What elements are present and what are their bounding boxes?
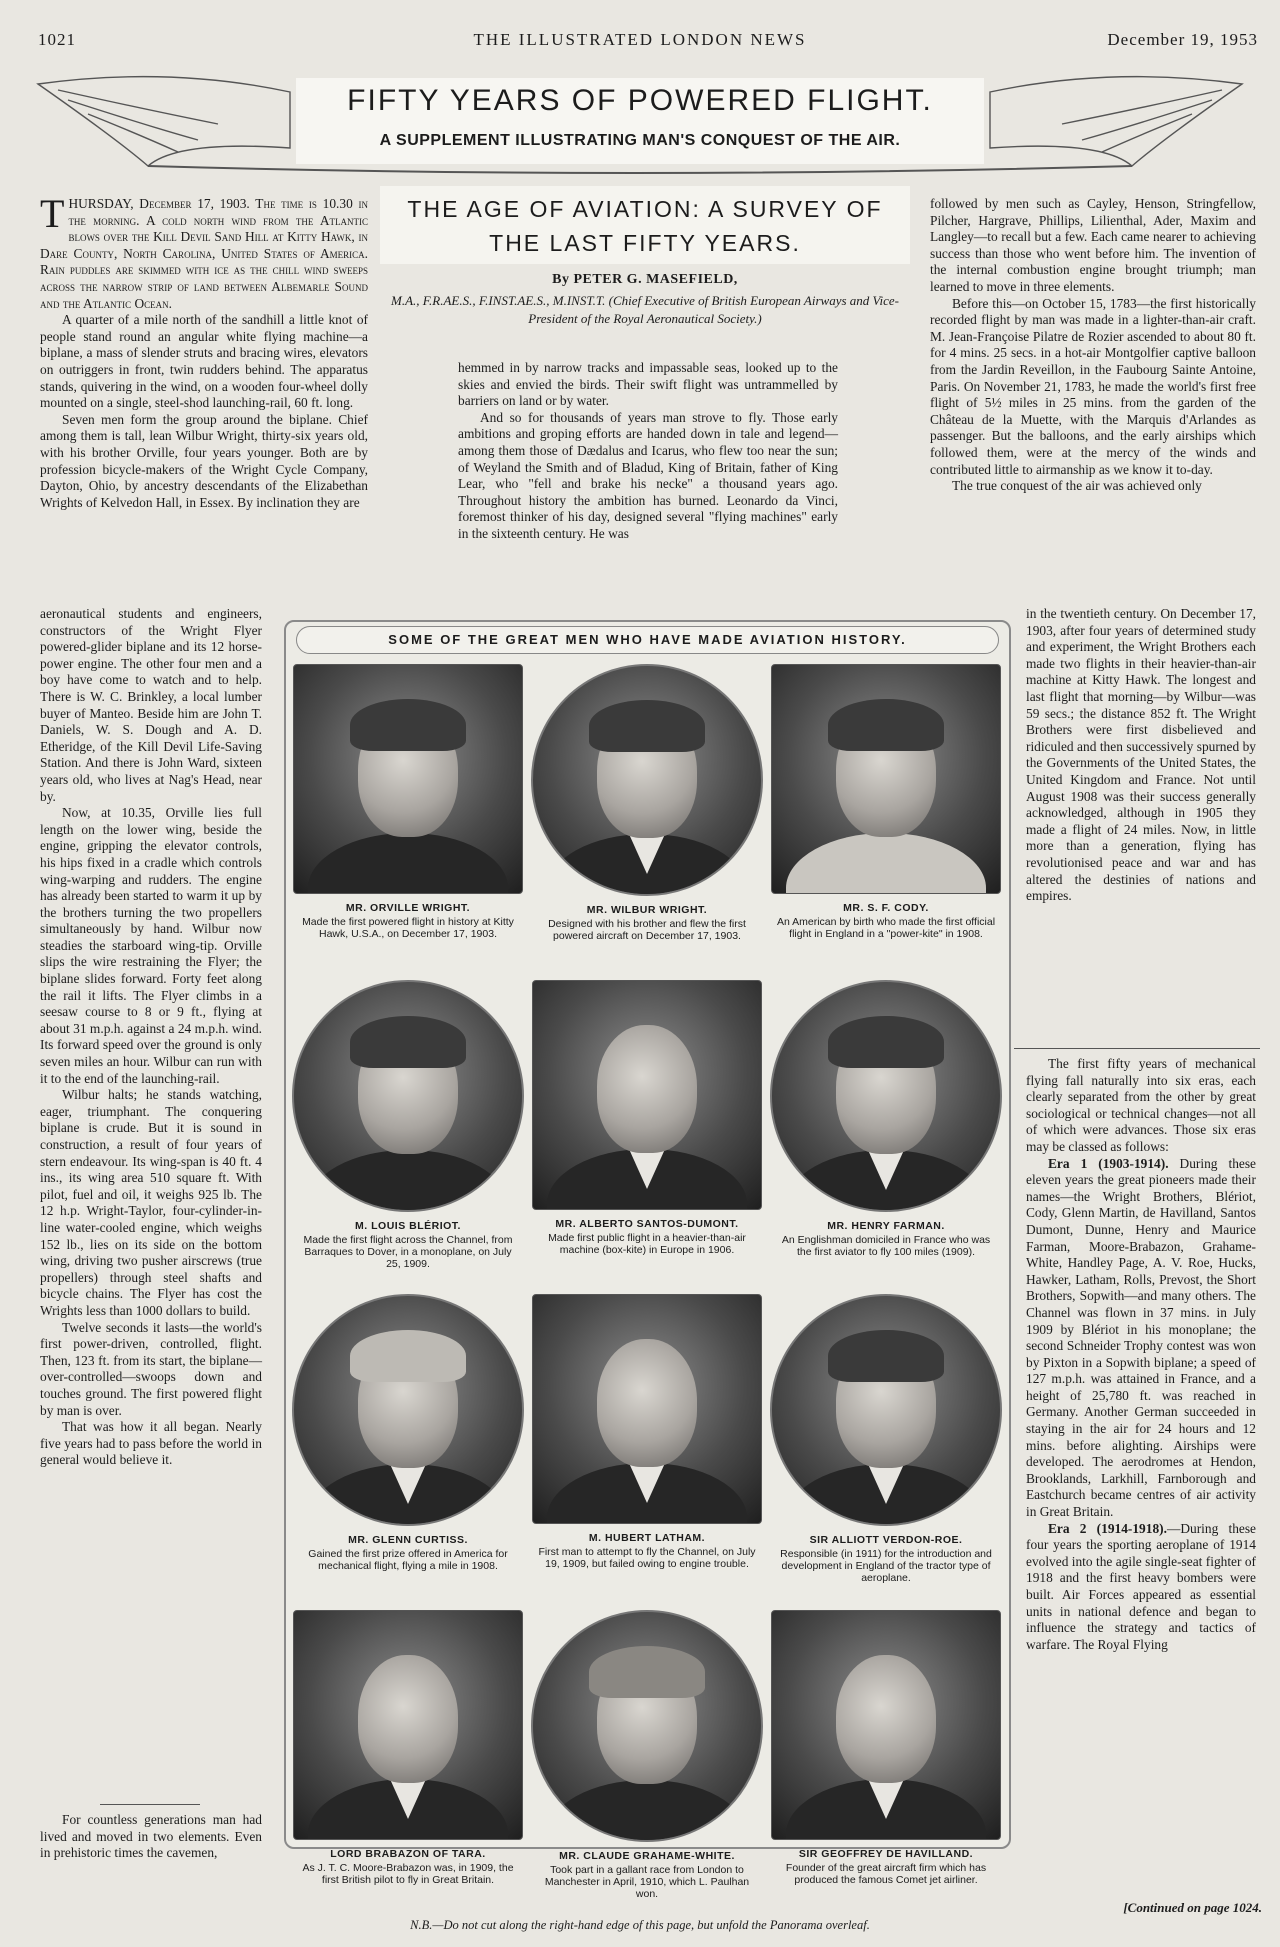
person-name: MR. WILBUR WRIGHT. [586, 904, 708, 916]
column-1-end [40, 1812, 262, 1862]
portrait-card [292, 1294, 524, 1572]
portrait-photo [770, 1294, 1002, 1526]
person-name: MR. CLAUDE GRAHAME-WHITE. [559, 1850, 735, 1862]
column-4-lower [1026, 1056, 1256, 1653]
portrait-photo [532, 1294, 762, 1524]
portrait-photo [531, 664, 763, 896]
person-name: SIR GEOFFREY DE HAVILLAND. [798, 1848, 974, 1860]
person-description: An American by birth who made the first official flight in England in a "power-kite" in 1908. [776, 916, 996, 940]
paragraph: hemmed in by narrow tracks and impassable seas, looked up to the skies and envied the birds. Their swift flight was untrammelled by barriers on land or by water. [458, 360, 838, 409]
person-description: Founder of the great aircraft firm which has produced the famous Comet jet airliner. [785, 1862, 987, 1886]
paragraph: in the twentieth century. On December 17, 1903, after four years of determined study and experiment, the Wright Brothers each made two flights in their heavier-than-air machine at Kitty Hawk. The longest and last flight that morning—by Wilbur—was 59 secs.; the distance 852 ft. The Wright Brothers were first disbelieved and ridiculed and then successively spurned by the Governments of the United States, the United Kingdom and France. Not until August 1908 was their success generally acknowledged, although in 1905 they made a flight of 24 miles. Now, in little more than a generation, flying has revolutionised peace and war and has altered the destinies of nations and empires. [1026, 606, 1256, 904]
divider [1014, 1048, 1260, 1049]
paragraph: That was how it all began. Nearly five years had to pass before the world in general would believe it. [40, 1419, 262, 1468]
person-description: First man to attempt to fly the Channel, on July 19, 1909, but failed owing to engine trouble. [538, 1546, 756, 1570]
paragraph: aeronautical students and engineers, constructors of the Wright Flyer powered-glider biplane and its 12 horse-power engine. The other four men and a boy have come to watch and to help. There is W. C. Brinkley, a local lumber buyer of Manteo. Beside him are John T. Daniels, W. S. Dough and A. D. Etheridge, of the Kill Devil Life-Saving Station. And there is John Ward, sixteen years old, who lives at Nag's Head, near by. [40, 606, 262, 804]
paragraph: HURSDAY, December 17, 1903. The time is 10.30 in the morning. A cold north wind from the Atlantic blows over the Kill Devil Sand Hill at Kitty Hawk, in Dare County, North Carolina, United States of America. Rain puddles are skimmed with ice as the chill wind sweeps across the narrow strip of land between Albemarle Sound and the Atlantic Ocean. [40, 196, 368, 311]
person-description: An Englishman domiciled in France who was the first aviator to fly 100 miles (1909). [781, 1234, 991, 1258]
portrait-photo [293, 1610, 523, 1840]
person-name: M. HUBERT LATHAM. [588, 1532, 706, 1544]
column-4 [1026, 606, 1256, 905]
portrait-card [770, 664, 1002, 940]
paragraph: During these eleven years the great pioneers made their names—the Wright Brothers, Blériot, Cody, Glenn Martin, de Havilland, Santos Dumont, Dunne, Henry and Maurice Farman, Moore-Brabazon, Grahame-White, Handley Page, A. V. Roe, Hucks, Hawker, Latham, Rolls, Prevost, the Short Brothers, Sopwith—and many others. The Channel was flown in 37 mins. in July 1909 by Blériot in his monoplane; the second Schneider Trophy contest was won by Pixton in a Sopwith biplane; a speed of 127 m.p.h. was attained in France, and a height of 25,780 ft. was reached in Germany. Another German succeeded in staying in the air for 24 hours and 12 mins. before alighting. Airships were developed. The aerodromes at Hendon, Brooklands, Larkhill, Farnborough and Eastchurch became centres of air activity in Great Britain. [1026, 1155, 1256, 1520]
paragraph: —During these four years the sporting aeroplane of 1914 evolved into the agile single-seat fighter of 1918 and the first heavy bombers were built. Air Forces appeared as essential units in national defence and began to influence the strategy and tactics of warfare. The Royal Flying [1026, 1520, 1256, 1652]
person-description: Gained the first prize offered in America for mechanical flight, flying a mile in 1908. [308, 1548, 508, 1572]
gallery-heading: SOME OF THE GREAT MEN WHO HAVE MADE AVIATION HISTORY. [296, 626, 999, 654]
paragraph: The first fifty years of mechanical flying fall naturally into six eras, each clearly separated from the other by great sociological or technical changes—not all of which were advances. Those six eras may be classed as follows: [1026, 1056, 1256, 1154]
person-description: As J. T. C. Moore-Brabazon was, in 1909, the first British pilot to fly in Great Britain. [302, 1862, 514, 1886]
era-heading: Era 2 (1914-1918). [1048, 1520, 1167, 1536]
paragraph: Wilbur halts; he stands watching, eager, triumphant. The conquering biplane is crude. But it is sound in construction, a result of four years of stern endeavour. Its wing-span is 40 ft. 4 ins., its wing area 510 square ft. With pilot, fuel and oil, it weighs 925 lb. The 12 h.p. Wright-Taylor, four-cylinder-in-line water-cooled engine, which weighs 152 lb., lies on its side on the bottom wing, driving two pusher airscrews (true propellers) through steel shafts and bicycle chains. The Flyer has cost the Wrights less than 1000 dollars to build. [40, 1087, 262, 1318]
article-headline: THE AGE OF AVIATION: A SURVEY OF THE LAST FIFTY YEARS. [380, 186, 910, 264]
person-name: MR. ALBERTO SANTOS-DUMONT. [555, 1218, 739, 1230]
continued-note: [Continued on page 1024. [1123, 1900, 1262, 1915]
portrait-card [770, 980, 1002, 1258]
title-banner [28, 70, 1252, 180]
portrait-card [770, 1294, 1002, 1584]
person-description: Made first public flight in a heavier-than-air machine (box-kite) in Europe in 1906. [548, 1232, 746, 1256]
portrait-photo [771, 664, 1001, 894]
banner-title-box [296, 78, 984, 164]
person-name: MR. GLENN CURTISS. [348, 1534, 468, 1546]
portrait-card [292, 664, 524, 940]
paragraph: Before this—on October 15, 1783—the first historically recorded flight by man was made in a lighter-than-air craft. M. Jean-Françoise Pilatre de Rozier ascended to about 80 ft. for 4 mins. 25 secs. in a hot-air Montgolfier captive balloon from the Jardin Reveillon, in the Faubourg Sainte Antoine, Paris. On November 21, 1783, he made the world's first free flight of 5½ miles in 25 mins. from the garden of the Château de la Muette, with the Marquis d'Arlandes as passenger. But the balloons, and the early airships which followed them, were at the mercy of the winds and contributed little to airmanship as we know it to-day. [930, 295, 1256, 477]
divider [100, 1804, 200, 1805]
portrait-photo [770, 980, 1002, 1212]
column-1-top [40, 191, 368, 511]
person-name: LORD BRABAZON OF TARA. [330, 1848, 486, 1860]
person-name: SIR ALLIOTT VERDON-ROE. [809, 1534, 963, 1546]
banner-subtitle: A SUPPLEMENT ILLUSTRATING MAN'S CONQUEST OF THE AIR. [379, 132, 901, 149]
person-description: Made the first powered flight in history at Kitty Hawk, U.S.A., on December 17, 1903. [302, 916, 514, 940]
portrait-photo [771, 1610, 1001, 1840]
person-description: Responsible (in 1911) for the introduction and development in England of the tractor type of aeroplane. [780, 1548, 992, 1584]
column-1-bottom [40, 606, 262, 1469]
byline: By PETER G. MASEFIELD, [552, 272, 738, 287]
portrait-card [292, 1610, 524, 1886]
person-description: Took part in a gallant race from London to Manchester in April, 1910, which L. Paulhan won. [544, 1864, 750, 1900]
paragraph: Twelve seconds it lasts—the world's first power-driven, controlled, flight. Then, 123 ft. from its start, the biplane—over-controlled—swoops down and touches ground. The first powered flight by man is over. [40, 1319, 262, 1418]
publication-title: THE ILLUSTRATED LONDON NEWS [473, 30, 807, 49]
banner-title: FIFTY YEARS OF POWERED FLIGHT. [347, 84, 933, 117]
portrait-card [531, 664, 763, 942]
person-description: Made the first flight across the Channel, from Barraques to Dover, in a monoplane, on July 25, 1909. [303, 1234, 513, 1270]
portrait-photo [292, 980, 524, 1212]
article-header [380, 186, 910, 328]
author-credentials: M.A., F.R.AE.S., F.INST.AE.S., M.INST.T. (Chief Executive of British European Airways and Vice-President of the Royal Aeronautical Society.) [390, 293, 899, 326]
portrait-card [292, 980, 524, 1270]
portrait-card [531, 1610, 763, 1900]
portrait-photo [293, 664, 523, 894]
paragraph: followed by men such as Cayley, Henson, Stringfellow, Pilcher, Hargrave, Phillips, Lilienthal, Ader, Maxim and Langley—to recall but a few. Each came nearer to achieving success than those who went before him. The invention of the internal combustion engine brought triumph; man learned to move in three elements. [930, 196, 1256, 294]
person-name: MR. S. F. CODY. [843, 902, 929, 914]
portrait-card [531, 1294, 763, 1570]
column-2 [458, 360, 838, 543]
footer-note: N.B.—Do not cut along the right-hand edge of this page, but unfold the Panorama overleaf. [410, 1918, 870, 1932]
portrait-photo [531, 1610, 763, 1842]
era-heading: Era 1 (1903-1914). [1048, 1155, 1169, 1171]
drop-cap: T [40, 191, 65, 236]
paragraph: Now, at 10.35, Orville lies full length on the lower wing, beside the engine, gripping the elevator controls, his hips fixed in a cradle which controls wing-warping and rudders. The engine has already been started to warm it up by the brothers turning the two propellers simultaneously by hand. Wilbur now steadies the starboard wing-tip. Orville slips the wire restraining the Flyer; the biplane slides forward. Forty feet along the rail it lifts. The Flyer climbs in a seesaw course to 8 or 9 ft., flying at about 31 m.p.h. against a 24 m.p.h. wind. Its forward speed over the ground is only seven miles an hour. Wilbur can run with it to the end of the launching-rail. [40, 805, 262, 1086]
paragraph: And so for thousands of years man strove to fly. Those early ambitions and groping efforts are handed down in tale and legend—among them those of Dædalus and Icarus, who flew too near the sun; of Weyland the Smith and of Bladud, King of Britain, father of King Lear, who "fell and brake his necke" a thousand years ago. Throughout history the ambition has burned. Leonardo da Vinci, foremost thinker of his day, designed several "flying machines" early in the sixteenth century. He was [458, 409, 838, 541]
paragraph: For countless generations man had lived and moved in two elements. Even in prehistoric times the cavemen, [40, 1812, 262, 1861]
person-name: MR. ORVILLE WRIGHT. [345, 902, 471, 914]
page-number: 1021 [38, 30, 76, 49]
paragraph: A quarter of a mile north of the sandhill a little knot of people stand round an angular white flying machine—a biplane, a mass of slender struts and bracing wires, elevators on outriggers in front, twin rudders behind. The apparatus stands, quivering in the wind, on a wooden four-wheel dolly mounted on a single, steel-shod launching-rail, 60 ft. long. [40, 312, 368, 411]
portrait-card [770, 1610, 1002, 1886]
paragraph: The true conquest of the air was achieved only [952, 478, 1202, 494]
paragraph: Seven men form the group around the biplane. Chief among them is tall, lean Wilbur Wright, thirty-six years old, with his brother Orville, four years younger. Both are by profession bicycle-makers of the Wright Cycle Company, Dayton, Ohio, by ancestry descendants of the Elizabethan Wrights of Kelvedon Hall, in Essex. By inclination they are [40, 411, 368, 510]
portrait-gallery [284, 620, 1011, 1900]
portrait-photo [532, 980, 762, 1210]
person-description: Designed with his brother and flew the first powered aircraft on December 17, 1903. [548, 918, 746, 942]
portrait-photo [292, 1294, 524, 1526]
person-name: MR. HENRY FARMAN. [827, 1220, 945, 1232]
person-name: M. LOUIS BLÉRIOT. [355, 1220, 461, 1232]
column-3 [930, 196, 1256, 495]
issue-date: December 19, 1953 [1107, 30, 1258, 49]
portrait-card [531, 980, 763, 1256]
